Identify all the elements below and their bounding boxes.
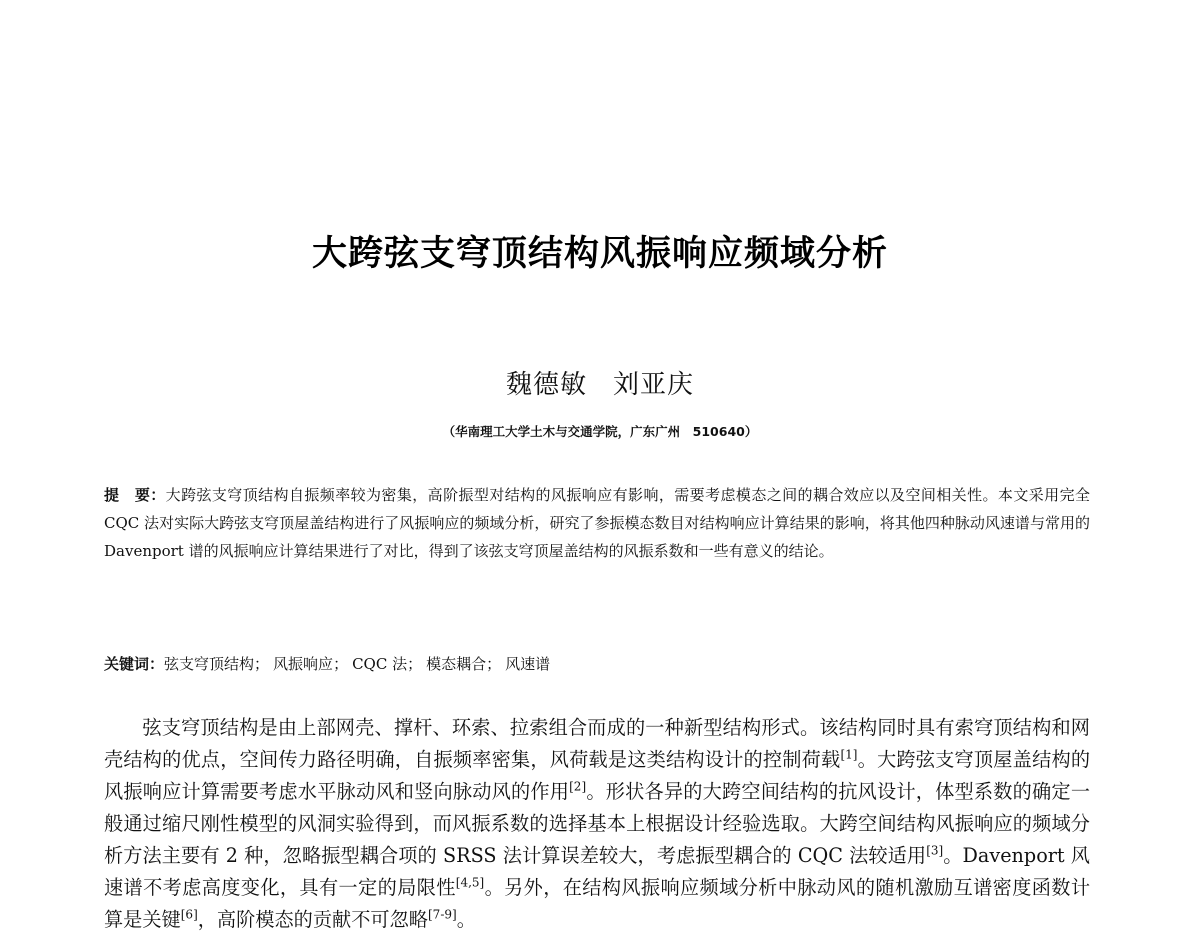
abstract-label: 提 要： <box>104 486 166 504</box>
keywords <box>104 650 1090 678</box>
keyword: CQC 法 <box>352 655 408 673</box>
keywords-label: 关键词： <box>104 655 165 673</box>
citation: [4,5] <box>455 875 485 890</box>
citation: [3] <box>926 843 944 858</box>
keyword: 弦支穹顶结构 <box>164 655 255 673</box>
body-text-segment: 。另外，在结构风振响应频域分析中脉动风的随机激励互谱密度函数计算是关键 <box>104 876 1091 931</box>
author-list <box>0 364 1200 401</box>
keyword: 风振响应 <box>273 655 334 673</box>
author-name: 刘亚庆 <box>613 370 695 400</box>
citation: [2] <box>569 779 587 794</box>
keyword: 风速谱 <box>505 655 551 673</box>
body-text-segment: 。大跨弦支穹顶屋盖结构的风振响应计算需要考虑水平脉动风和竖向脉动风的作用 <box>104 748 1091 803</box>
keyword-separator: ； <box>407 655 423 673</box>
citation: [1] <box>840 747 858 762</box>
citation: [6] <box>180 907 198 922</box>
paper-title: 大跨弦支穹顶结构风振响应频域分析 <box>311 234 888 274</box>
keyword: 模态耦合 <box>426 655 487 673</box>
body-text-segment: 弦支穹顶结构是由上部网壳、撑杆、环索、拉索组合而成的一种新型结构形式。该结构同时具有索穹顶结构和网壳结构的优点，空间传力路径明确，自振频率密集，风荷载是这类结构设计的控制荷载 <box>104 716 1090 771</box>
body-paragraph <box>104 712 1090 936</box>
body-text-segment: 。Davenport 风速谱不考虑高度变化，具有一定的局限性 <box>104 844 1090 899</box>
body-text-segment: 。 <box>456 908 476 931</box>
abstract-text: 大跨弦支穹顶结构自振频率较为密集，高阶振型对结构的风振响应有影响，需要考虑模态之间的耦合效应以及空间相关性。本文采用完全 CQC 法对实际大跨弦支穹顶屋盖结构进行了风振响应的频域分析，研究了参振模态数目对结构响应计算结果的影响，将其他四种脉动风速谱与常用的 Davenport 谱的风振响应计算结果进行了对比，得到了该弦支穹顶屋盖结构的风振系数和一些有意义的结论。 <box>104 486 1090 560</box>
body-text-segment: ，高阶模态的贡献不可忽略 <box>197 908 428 931</box>
abstract <box>104 481 1090 565</box>
keyword-separator: ； <box>254 655 270 673</box>
citation: [7-9] <box>428 907 457 922</box>
keyword-separator: ； <box>333 655 349 673</box>
author-affiliation: （华南理工大学土木与交通学院，广东广州 510640） <box>442 424 758 439</box>
author-name: 魏德敏 <box>505 370 587 400</box>
keyword-separator: ； <box>486 655 502 673</box>
body-text-segment: 。形状各异的大跨空间结构的抗风设计，体型系数的确定一般通过缩尺刚性模型的风洞实验得到，而风振系数的选择基本上根据设计经验选取。大跨空间结构风振响应的频域分析方法主要有 2 种，忽略振型耦合项的 SRSS 法计算误差较大，考虑振型耦合的 CQC 法较适用 <box>104 780 1091 867</box>
